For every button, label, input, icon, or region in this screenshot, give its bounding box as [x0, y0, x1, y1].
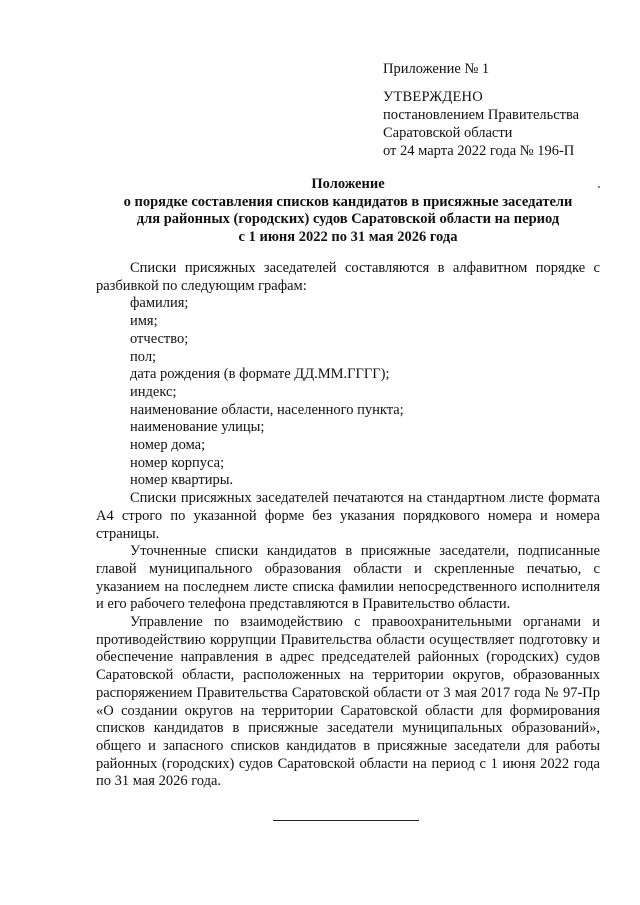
list-item: номер квартиры. [130, 472, 234, 489]
document-title [96, 176, 600, 246]
end-divider [273, 820, 419, 821]
list-item: номер дома; [130, 437, 206, 454]
title-line-3: для районных (городских) судов Саратовской области на период [136, 211, 560, 227]
approval-block [383, 60, 623, 160]
intro-paragraph: Списки присяжных заседателей составляются в алфавитном порядке с разбивкой по следующим графам: [96, 260, 600, 294]
scan-speck [598, 186, 600, 188]
title-line-2: о порядке составления списков кандидатов в присяжные заседатели [123, 193, 573, 210]
approval-line-2: Саратовской области [383, 125, 513, 141]
approval-line-1: постановлением Правительства [383, 107, 580, 123]
list-item: наименование улицы; [130, 419, 265, 436]
document-body [96, 260, 600, 791]
list-item: фамилия; [130, 295, 189, 312]
list-item: наименование области, населенного пункта; [130, 401, 404, 418]
list-item: пол; [130, 348, 157, 365]
list-item: дата рождения (в формате ДД.ММ.ГГГГ); [130, 366, 390, 383]
approved-stamp-text: УТВЕРЖДЕНО [383, 89, 483, 105]
paragraph-format: Списки присяжных заседателей печатаются на стандартном листе формата А4 строго по указанной форме без указания порядкового номера и номера страницы. [96, 490, 600, 542]
columns-list [96, 295, 600, 490]
title-line-4: с 1 июня 2022 по 31 мая 2026 года [238, 228, 458, 245]
approval-line-3: от 24 марта 2022 года № 196-П [383, 143, 575, 159]
annex-number: Приложение № 1 [383, 61, 490, 77]
paragraph-department: Управление по взаимодействию с правоохранительными органами и противодействию коррупции Правительства области осуществляет подготовку и обеспечение направления в адрес председателей районных (городских) судов Саратовской области, расположенных на территории округов, образованных распоряжением Правительства Саратовской области от 3 мая 2017 года № 97-Пр «О создании округов на территории Саратовской области для формирования списков кандидатов в присяжные заседатели муниципальных образований», общего и запасного списков кандидатов в присяжные заседатели для работы районных (городских) судов Саратовской области на период с 1 июня 2022 года по 31 мая 2026 года. [96, 614, 600, 790]
title-line-1: Положение [311, 176, 385, 192]
list-item: отчество; [130, 330, 189, 347]
list-item: индекс; [130, 383, 177, 400]
list-item: номер корпуса; [130, 454, 225, 471]
list-item: имя; [130, 313, 158, 330]
paragraph-submission: Уточненные списки кандидатов в присяжные заседатели, подписанные главой муниципального образования области и скрепленные печатью, с указанием на последнем листе списка фамилии непосредственного исполнителя и его рабочего телефона представляются в Правительство области. [96, 543, 600, 613]
